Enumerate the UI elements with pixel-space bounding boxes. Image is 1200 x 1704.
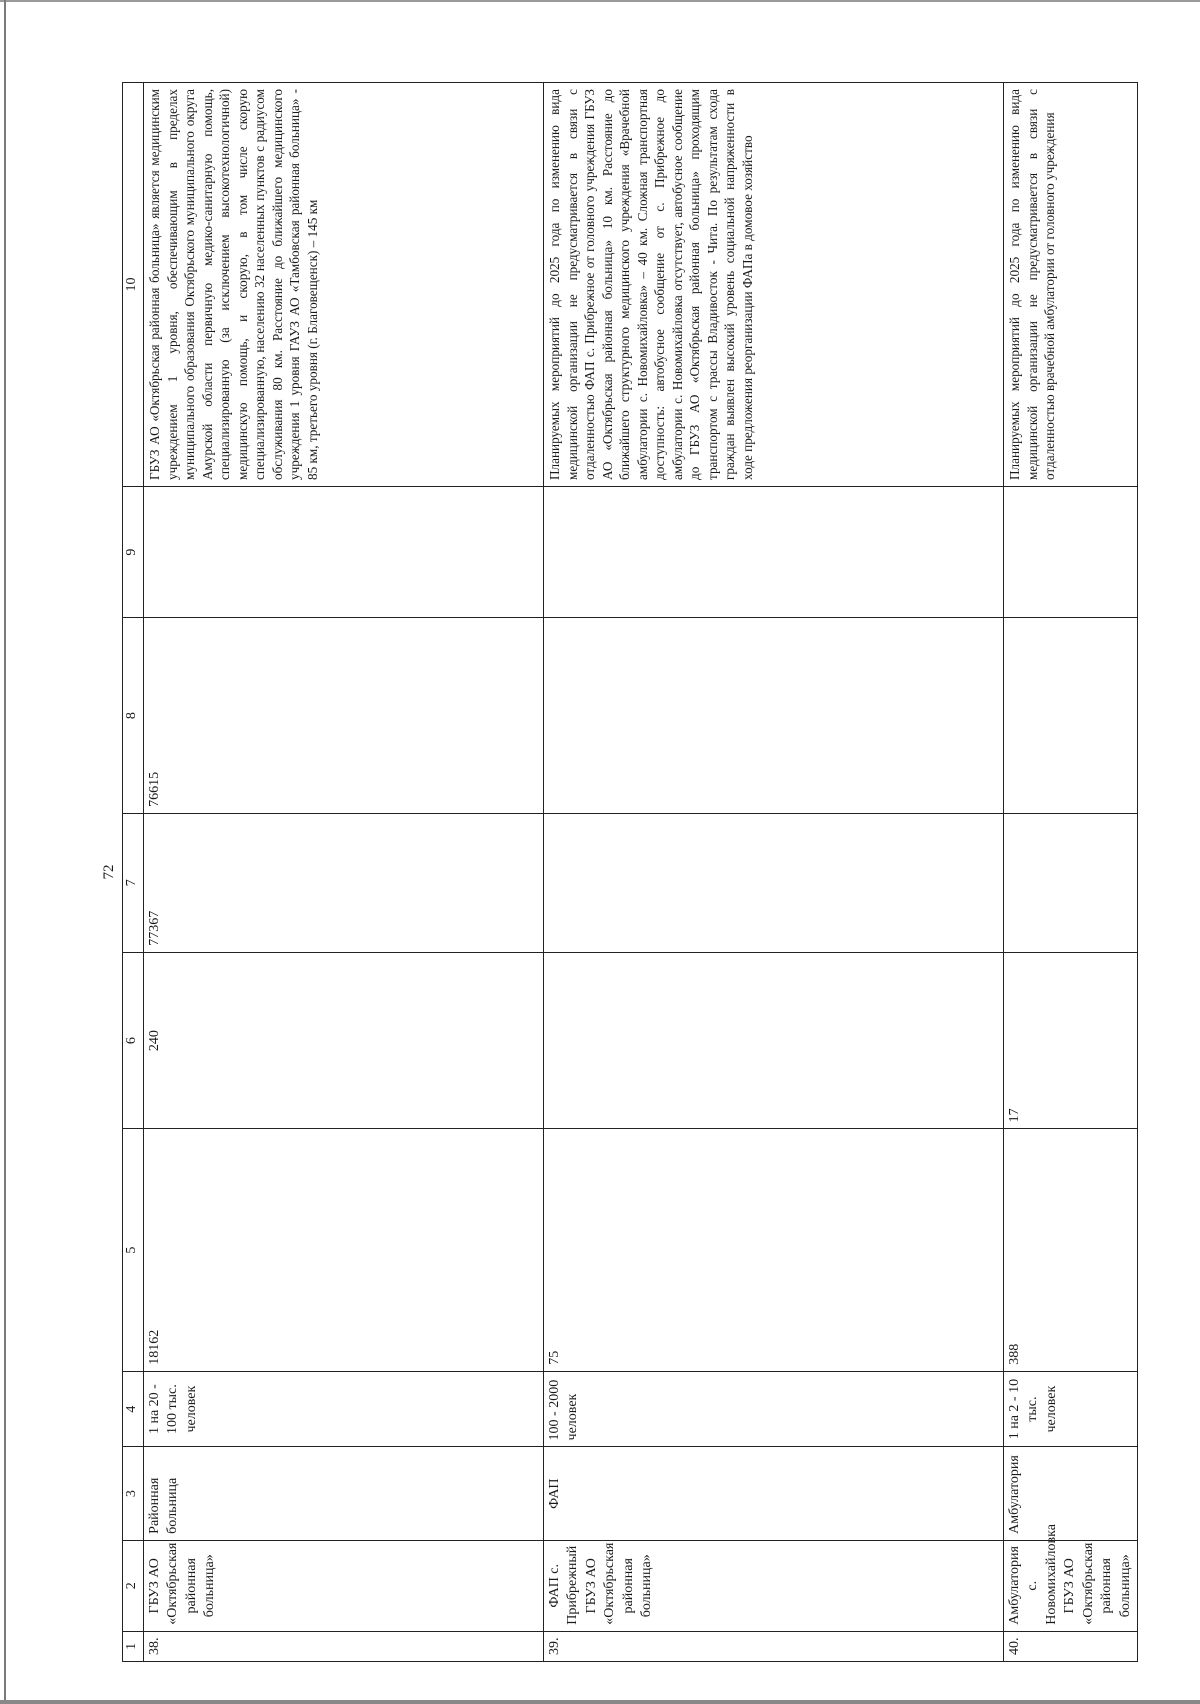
value-col-6 [544, 952, 1004, 1129]
table-row [144, 83, 544, 1662]
page-edge-bottom [0, 1700, 1200, 1704]
value-col-8 [1004, 618, 1138, 814]
column-header-8: 8 [123, 618, 144, 814]
table-row [544, 83, 1004, 1662]
column-header-2: 2 [123, 1540, 144, 1631]
value-col-5: 75 [544, 1129, 1004, 1371]
organization-name: Амбулатория с. Новомихайловка ГБУЗ АО «Октябрьская районная больница» [1004, 1540, 1138, 1631]
value-col-5: 18162 [144, 1129, 544, 1371]
row-number: 39. [544, 1631, 1004, 1661]
medical-organizations-table [122, 82, 1138, 1662]
population-norm: 100 - 2000 человек [544, 1371, 1004, 1447]
value-col-6: 17 [1004, 952, 1138, 1129]
column-number-row [123, 83, 144, 1662]
value-col-6: 240 [144, 952, 544, 1129]
organization-name: ГБУЗ АО «Октябрьская районная больница» [144, 1540, 544, 1631]
value-col-9 [544, 486, 1004, 617]
population-norm: 1 на 2 - 10 тыс. человек [1004, 1371, 1138, 1447]
note-text: Планируемых мероприятий до 2025 года по изменению вида медицинской организации не предусматривается в связи с отдаленностью врачебной амбулатории от головного учреждения [1004, 83, 1138, 487]
value-col-7 [544, 813, 1004, 952]
column-header-9: 9 [123, 486, 144, 617]
organization-type: Амбулатория [1004, 1447, 1138, 1540]
value-col-8 [544, 618, 1004, 814]
value-col-9 [144, 486, 544, 617]
column-header-5: 5 [123, 1129, 144, 1371]
value-col-5: 388 [1004, 1129, 1138, 1371]
column-header-6: 6 [123, 952, 144, 1129]
value-col-7: 77367 [144, 813, 544, 952]
population-norm: 1 на 20 - 100 тыс. человек [144, 1371, 544, 1447]
organization-name: ФАП с. Прибрежный ГБУЗ АО «Октябрьская районная больница» [544, 1540, 1004, 1631]
column-header-4: 4 [123, 1371, 144, 1447]
row-number: 40. [1004, 1631, 1138, 1661]
value-col-8: 76615 [144, 618, 544, 814]
column-header-3: 3 [123, 1447, 144, 1540]
column-header-7: 7 [123, 813, 144, 952]
column-header-10: 10 [123, 83, 144, 487]
organization-type: Районная больница [144, 1447, 544, 1540]
table-row [1004, 83, 1138, 1662]
value-col-9 [1004, 486, 1138, 617]
column-header-1: 1 [123, 1631, 144, 1661]
page-edge-top [0, 0, 1200, 2]
note-text: ГБУЗ АО «Октябрьская районная больница» является медицинским учреждением 1 уровня, обеспечивающим в пределах муниципального образования Октябрьского муниципального округа Амурской области первичную медико-санитарную помощь, специализированную (за исключением высокотехнологичной) медицинскую помощь, и скорую, в том числе скорую специализированную, населению 32 населенных пунктов с радиусом обслуживания 80 км. Расстояние до ближайшего медицинского учреждения 1 уровня ГАУЗ АО «Тамбовская районная больница» - 85 км, третьего уровня (г. Благовещенск) – 145 км [144, 83, 544, 487]
rotated-table-container [122, 82, 1133, 1662]
organization-type: ФАП [544, 1447, 1004, 1540]
note-text: Планируемых мероприятий до 2025 года по изменению вида медицинской организации не предусматривается в связи с отдаленностью ФАП с. Прибрежное от головного учреждения ГБУЗ АО «Октябрьская районная больница» 10 км. Расстояние до ближайшего структурного медицинского учреждения «Врачебной амбулатории с. Новомихайловка» – 40 км. Сложная транспортная доступность: автобусное сообщение от с. Прибрежное до амбулатории с. Новомихайловка отсутствует, автобусное сообщение до ГБУЗ АО «Октябрьская районная больница» проходящим транспортом с трассы Владивосток - Чита. По результатам схода граждан выявлен высокий уровень социальной напряженности в ходе предложения реорганизации ФАПа в домовое хозяйство [544, 83, 1004, 487]
row-number: 38. [144, 1631, 544, 1661]
value-col-7 [1004, 813, 1138, 952]
page-edge-left [4, 0, 6, 1704]
page-number: 72 [101, 864, 117, 880]
